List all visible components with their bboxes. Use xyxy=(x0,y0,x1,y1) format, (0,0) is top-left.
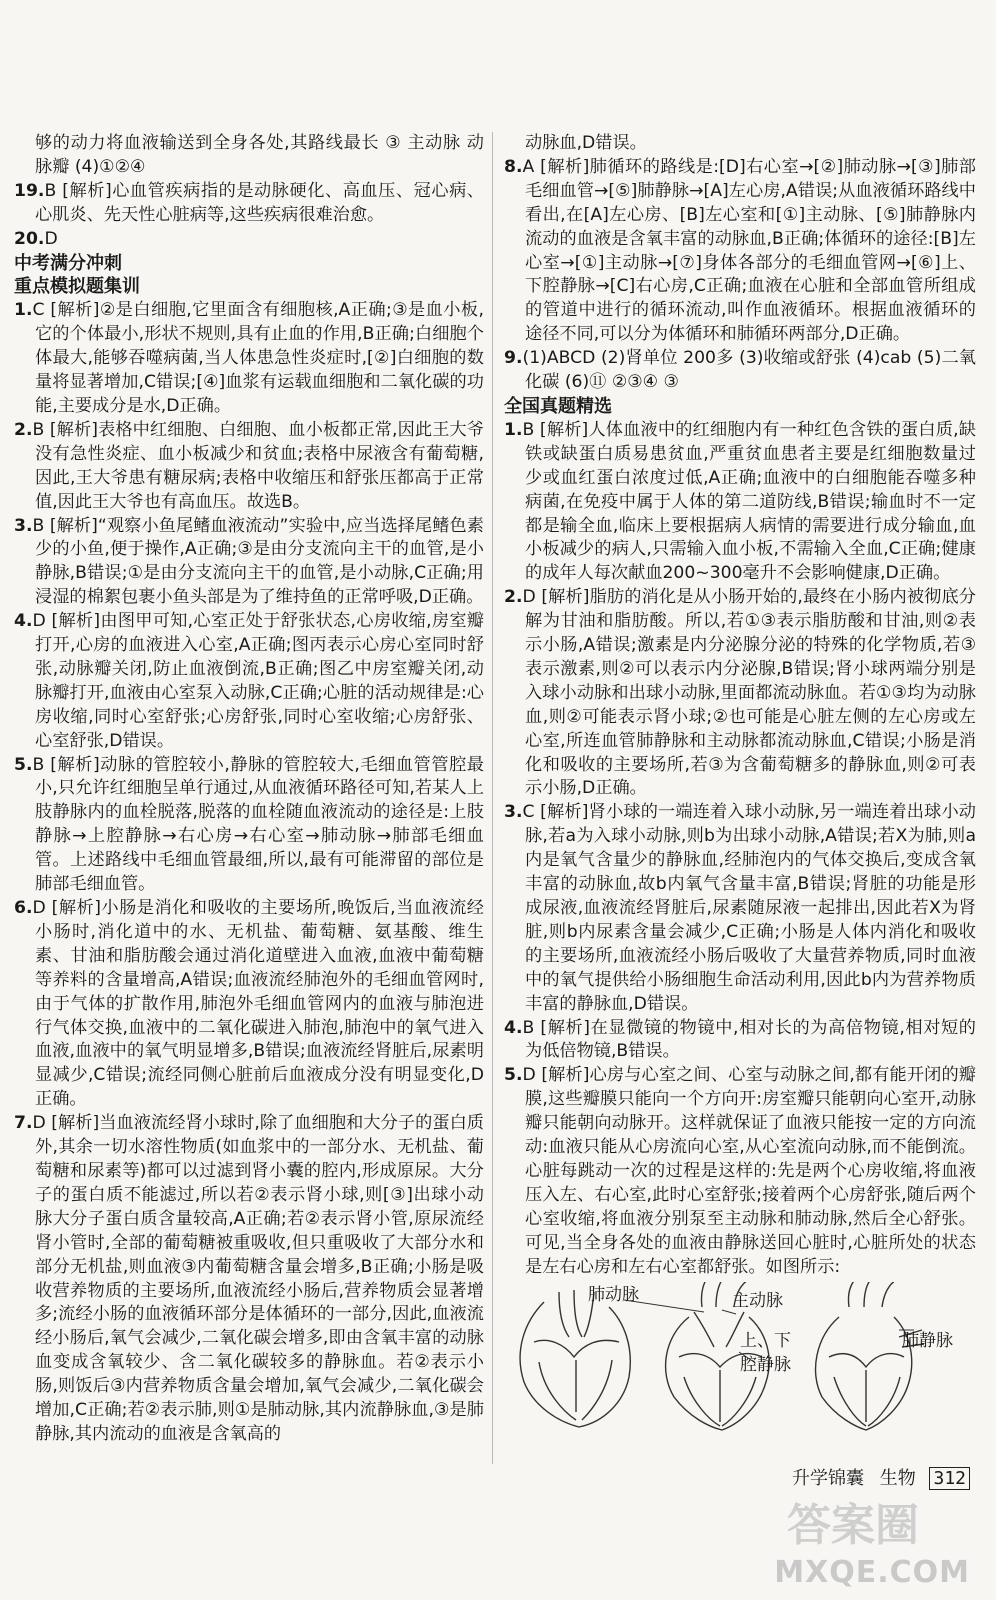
continued-answer: 动脉血,D错误。 xyxy=(525,133,647,153)
answer-number: 9. xyxy=(504,348,523,369)
answer-number: 5. xyxy=(14,754,33,775)
answer-item xyxy=(504,1064,976,1279)
book-title: 升学锦囊 xyxy=(792,1468,865,1489)
label-pulmonary-artery: 肺动脉 xyxy=(588,1284,639,1305)
left-column xyxy=(14,132,484,1447)
answer-item xyxy=(14,419,484,515)
answer-text: B [解析]表格中红细胞、白细胞、血小板都正常,因此王大爷没有急性炎症、血小板减少和贫血;表格中尿液含有葡萄糖,因此,王大爷患有糖尿病;表格中收缩压和舒张压都高于正常值,因此王大爷也有高血压。故选B。 xyxy=(32,419,484,512)
column-divider xyxy=(492,132,493,1464)
answer-item xyxy=(504,156,976,347)
answer-item xyxy=(14,1112,484,1447)
answer-number: 3. xyxy=(504,802,523,823)
section-heading: 全国真题精选 xyxy=(504,395,612,417)
page-number: 312 xyxy=(929,1467,970,1490)
answer-number: 6. xyxy=(14,898,33,918)
answer-number: 7. xyxy=(14,1113,33,1134)
label-aorta: 主动脉 xyxy=(732,1290,783,1311)
answer-list xyxy=(504,419,976,1280)
heart-diagram xyxy=(504,1282,976,1432)
answer-number: 1. xyxy=(14,300,33,321)
answer-item xyxy=(14,515,484,611)
answer-text: B [解析]“观察小鱼尾鳍血液流动”实验中,应当选择尾鳍色素少的小鱼,便于操作,A正确;③是由分支流向主干的血管,是小静脉,B错误;①是由分支流向主干的血管,是小动脉,C正确;用浸湿的棉絮包裹小鱼头部是为了维持鱼的正常呼吸,D正确。 xyxy=(32,515,484,608)
answer-item xyxy=(14,299,484,419)
right-column xyxy=(504,132,976,1432)
answer-item xyxy=(504,1017,976,1065)
answer-number: 5. xyxy=(504,1065,523,1086)
answer-number: 2. xyxy=(14,419,33,440)
label-vena-cava-line2: 腔静脉 xyxy=(740,1354,791,1375)
answer-number: 4. xyxy=(14,611,33,632)
answer-number: 19. xyxy=(14,180,45,201)
answer-number: 4. xyxy=(504,1017,523,1038)
answer-text: A [解析]肺循环的路线是:[D]右心室→[②]肺动脉→[③]肺部毛细血管→[⑤]肺静脉→[A]左心房,A错误;从血液循环路线中看出,在[A]左心房、[B]左心室和[①]主动脉、[⑤]肺静脉内流动的血液是含氧丰富的动脉血,B正确;体循环的途径:[B]左心室→[①]主动脉→[⑦]身体各部分的毛细血管网→[⑥]上、下腔静脉→[C]右心房,C正确;血液在心脏和全部血管所组成的管道中进行的循环流动,叫作血液循环。根据血液循环的途径不同,可以分为体循环和肺循环两部分,D正确。 xyxy=(522,156,976,345)
answer-item xyxy=(504,586,976,801)
answer-item xyxy=(14,897,484,1112)
answer-text: (1)ABCD (2)肾单位 200多 (3)收缩或舒张 (4)cab (5)二氧化碳 (6)⑪ ②③④ ③ xyxy=(522,348,976,393)
answer-text: D xyxy=(44,228,58,249)
svg-text:答案圈: 答案圈 xyxy=(787,1500,919,1551)
answer-text: D [解析]脂肪的消化是从小肠开始的,最终在小肠内被彻底分解为甘油和脂肪酸。所以,若①③表示脂肪酸和甘油,则②表示小肠,A错误;激素是内分泌腺分泌的特殊的化学物质,若③表示激素,则②可以表示内分泌腺,B错误;肾小球两端分别是入球小动脉和出球小动脉,里面都流动脉血。若①③均为动脉血,则②可能表示肾小球;②也可能是心脏左侧的左心房或左心室,所连血管肺静脉和主动脉都流动脉血,C错误;小肠是消化和吸收的主要场所,若③为含葡萄糖多的静脉血,则②可表示小肠,D正确。 xyxy=(522,587,976,799)
answer-text: C [解析]②是白细胞,它里面含有细胞核,A正确;③是血小板,它的个体最小,形状不规则,具有止血的作用,B正确;白细胞个体最大,能够吞噬病菌,当人体患急性炎症时,[②]白细胞的数量将显著增加,C错误;[④]血浆有运载血细胞和二氧化碳的功能,主要成分是水,D正确。 xyxy=(32,300,484,416)
answer-text: B [解析]动脉的管腔较小,静脉的管腔较大,毛细血管管腔最小,只允许红细胞呈单行通过,从血液循环路径可知,若某人上肢静脉内的血栓脱落,脱落的血栓随血液流动的途径是:上肢静脉→上腔静脉→右心房→右心室→肺动脉→肺部毛细血管。上述路线中毛细血管最细,所以,最有可能滞留的部位是肺部毛细血管。 xyxy=(32,754,484,895)
answer-text: D [解析]由图甲可知,心室正处于舒张状态,心房收缩,房室瓣打开,心房的血液进入心室,A正确;图丙表示心房心室同时舒张,动脉瓣关闭,防止血液倒流,B正确;图乙中房室瓣关闭,动脉瓣打开,血液由心室泵入动脉,C正确;心脏的活动规律是:心房收缩,同时心室舒张;心房舒张,同时心室收缩;心房舒张、心室舒张,D错误。 xyxy=(32,611,484,751)
answer-number: 3. xyxy=(14,515,33,536)
answer-text: C [解析]肾小球的一端连着入球小动脉,另一端连着出球小动脉,若a为入球小动脉,则b为出球小动脉,A错误;若X为肺,则a内是氧气含量少的静脉血,经肺泡内的气体交换后,变成含氧丰富的动脉血,故b内氧气含量丰富,B错误;肾脏的功能是形成尿液,血液流经肾脏后,尿素随尿液一起排出,因此若X为肾脏,则b内尿素含量会减少,C正确;小肠是人体内消化和吸收的主要场所,血液流经小肠后吸收了大量营养物质,同时血液中的氧气提供给小肠细胞生命活动利用,因此b内为营养物质丰富的静脉血,D错误。 xyxy=(522,802,976,1014)
label-vena-cava-line1: 上、下 xyxy=(740,1330,791,1351)
answer-number: 20. xyxy=(14,228,45,249)
answer-item xyxy=(504,419,976,586)
answer-item xyxy=(504,347,976,395)
answer-19 xyxy=(14,180,484,228)
watermark-site: MXQE.COM xyxy=(774,1555,970,1590)
answer-text: D [解析]小肠是消化和吸收的主要场所,晚饭后,当血液流经小肠时,消化道中的水、无机盐、葡萄糖、氨基酸、维生素、甘油和脂肪酸会通过消化道壁进入血液,血液中葡萄糖等养料的含量增高,A错误;血液流经肺泡外的毛细血管网时,由于气体的扩散作用,肺泡外毛细血管网内的血液与肺泡进行气体交换,血液中的二氧化碳进入肺泡,肺泡中的氧气进入血液,血液中的氧气明显增多,B错误;血液流经肾脏后,尿素明显减少,C错误;流经同侧心脏前后血液成分没有明显变化,D正确。 xyxy=(32,898,484,1110)
continued-answer: 够的动力将血液输送到全身各处,其路线最长 ③ 主动脉 动脉瓣 (4)①②④ xyxy=(35,133,484,177)
subsection-heading: 重点模拟题集训 xyxy=(14,276,140,298)
section-heading: 中考满分冲刺 xyxy=(14,252,122,274)
answer-text: B [解析]在显微镜的物镜中,相对长的为高倍物镜,相对短的为低倍物镜,B错误。 xyxy=(522,1017,976,1062)
answer-number: 2. xyxy=(504,587,523,608)
answer-text: B [解析]心血管疾病指的是动脉硬化、高血压、冠心病、心肌炎、先天性心脏病等,这些疾病很难治愈。 xyxy=(35,180,484,225)
answer-item xyxy=(14,754,484,897)
answer-item xyxy=(504,801,976,1016)
answer-item xyxy=(14,610,484,753)
label-pulmonary-vein: 肺静脉 xyxy=(902,1330,953,1351)
answer-list xyxy=(504,156,976,395)
answer-number: 8. xyxy=(504,156,523,177)
page-footer xyxy=(792,1464,970,1490)
answer-text: D [解析]当血液流经肾小球时,除了血细胞和大分子的蛋白质外,其余一切水溶性物质(如血浆中的一部分水、无机盐、葡萄糖和尿素等)都可以过滤到肾小囊的腔内,形成原尿。大分子的蛋白质不能滤过,所以若②表示肾小球,则[③]出球小动脉大分子蛋白质含量较高,A正确;若②表示肾小管,原尿流经肾小管时,全部的葡萄糖被重吸收,但只重吸收了大部分水和部分无机盐,则血液③内葡萄糖含量会增多,B正确;小肠是吸收营养物质的主要场所,血液流经小肠后,营养物质会显著增多;流经小肠的血液循环部分是体循环的一部分,因此,血液流经小肠后,氧气会减少,二氧化碳会增多,即由含氧丰富的动脉血变成含氧较少、含二氧化碳较多的静脉血。若②表示小肠,则饭后③内营养物质含量会增加,氧气会减少,二氧化碳会增加,C正确;若②表示肺,则①是肺动脉,其内流静脉血,③是肺静脉,其内流动的血液是含氧高的 xyxy=(32,1113,484,1444)
subject-name: 生物 xyxy=(879,1468,916,1489)
answer-text: D [解析]心房与心室之间、心室与动脉之间,都有能开闭的瓣膜,这些瓣膜只能向一个方向开:房室瓣只能朝向心室开,动脉瓣只能朝向动脉开。这样就保证了血液只能按一定的方向流动:血液只能从心房流向心室,从心室流向动脉,而不能倒流。心脏每跳动一次的过程是这样的:先是两个心房收缩,将血液压入左、右心室,此时心室舒张;接着两个心房舒张,随后两个心室收缩,将血液分别泵至主动脉和肺动脉,然后全心舒张。可见,当全身各处的血液由静脉送回心脏时,心脏所处的状态是左右心房和左右心室都舒张。如图所示: xyxy=(522,1065,976,1277)
answer-20 xyxy=(14,228,484,252)
answer-number: 1. xyxy=(504,419,523,440)
answer-list xyxy=(14,299,484,1447)
answer-text: B [解析]人体血液中的红细胞内有一种红色含铁的蛋白质,缺铁或缺蛋白质易患贫血,严重贫血患者主要是红细胞数量过少或血红蛋白浓度过低,A正确;血液中的白细胞能吞噬多种病菌,在免疫中属于人体的第二道防线,B错误;输血时不一定都是输全血,临床上要根据病人病情的需要进行成分输血,血小板减少的病人,只需输入血小板,不需输入全血,C正确;健康的成年人每次献血200~300毫升不会影响健康,D正确。 xyxy=(522,419,976,584)
